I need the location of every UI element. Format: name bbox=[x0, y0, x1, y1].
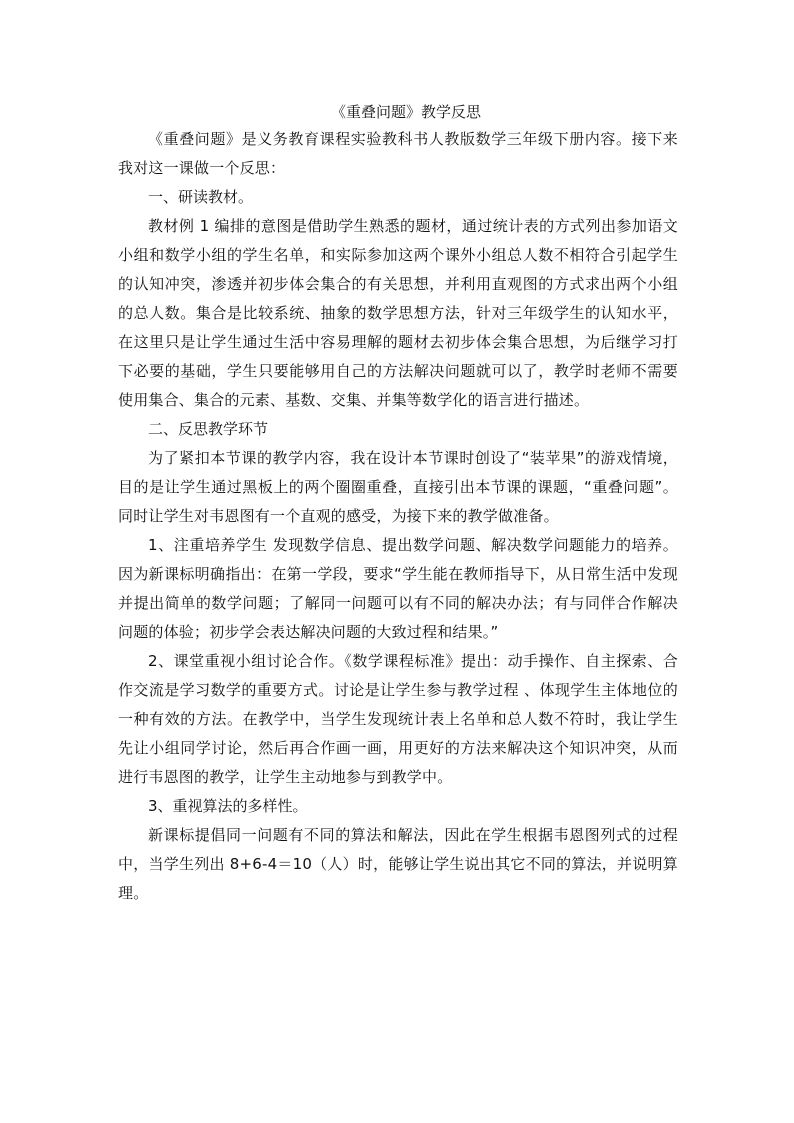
section-heading-textbook: 一、研读教材。 bbox=[148, 188, 254, 206]
paragraph-point-1: 1、注重培养学生 发现数学信息、提出数学问题、解决数学问题能力的培养。因为新课标明确指出：在第一学段，要求“学生能在教师指导下，从日常生活中发现并提出简单的数学问题；了解同一问题可以有不同的解决办法；有与同伴合作解决问题的体验；初步学会表达解决问题的大致过程和结果。” bbox=[118, 536, 678, 641]
paragraph-intro: 《重叠问题》是义务教育课程实验教科书人教版数学三年级下册内容。接下来我对这一课做一个反思： bbox=[118, 130, 678, 177]
paragraph-game-context: 为了紧扣本节课的教学内容，我在设计本节课时创设了“装苹果”的游戏情境，目的是让学生通过黑板上的两个圈圈重叠，直接引出本节课的课题，“重叠问题”。同时让学生对韦恩图有一个直观的感受，为接下来的教学做准备。 bbox=[118, 449, 678, 525]
document-body bbox=[118, 100, 678, 908]
document-title: 《重叠问题》教学反思 bbox=[330, 103, 481, 121]
paragraph-textbook-analysis: 教材例 1 编排的意图是借助学生熟悉的题材，通过统计表的方式列出参加语文小组和数学小组的学生名单，和实际参加这两个课外小组总人数不相符合引起学生的认知冲突，渗透并初步体会集合的有关思想，并利用直观图的方式求出两个小组的总人数。集合是比较系统、抽象的数学思想方法，针对三年级学生的认知水平，在这里只是让学生通过生活中容易理解的题材去初步体会集合思想，为后继学习打下必要的基础，学生只要能够用自己的方法解决问题就可以了，教学时老师不需要使用集合、集合的元素、基数、交集、并集等数学化的语言进行描述。 bbox=[118, 217, 678, 409]
paragraph-point-2: 2、课堂重视小组讨论合作。《数学课程标准》提出：动手操作、自主探索、合作交流是学习数学的重要方式。讨论是让学生参与教学过程 、体现学生主体地位的一种有效的方法。在教学中，当学生发现统计表上名单和总人数不符时，我让学生先让小组同学讨论，然后再合作画一画，用更好的方法来解决这个知识冲突，从而进行韦恩图的教学，让学生主动地参与到教学中。 bbox=[118, 652, 678, 786]
paragraph-point-3-heading: 3、重视算法的多样性。 bbox=[148, 797, 308, 815]
section-heading-reflection: 二、反思教学环节 bbox=[148, 420, 269, 438]
paragraph-algorithm-diversity: 新课标提倡同一问题有不同的算法和解法，因此在学生根据韦恩图列式的过程中，当学生列出 8+6-4＝10（人）时，能够让学生说出其它不同的算法，并说明算理。 bbox=[118, 826, 678, 902]
